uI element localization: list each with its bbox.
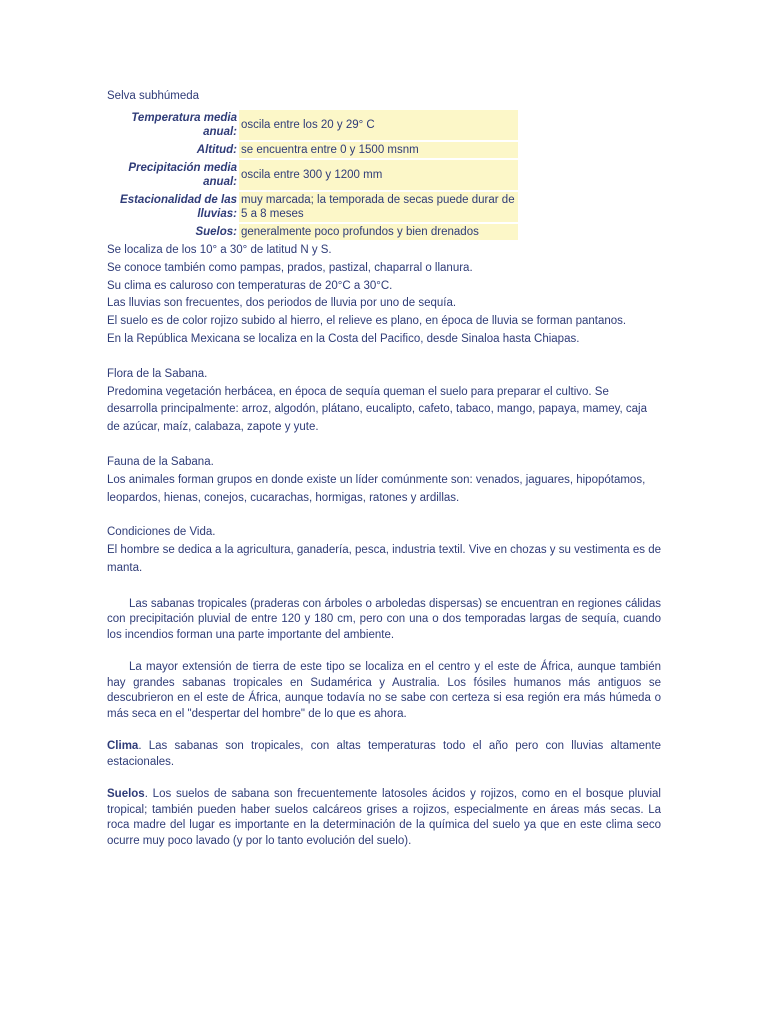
section-heading: Fauna de la Sabana. <box>107 455 214 468</box>
summary-line: Se conoce también como pampas, prados, pastizal, chaparral o llanura. <box>107 261 473 274</box>
paragraph-clima <box>107 739 661 770</box>
paragraph-africa: La mayor extensión de tierra de este tipo se localiza en el centro y el este de África, aunque también hay grandes sabanas tropicales en Sudamérica y Australia. Los fósiles humanos más antiguos se descubrieron en el este de África, aunque todavía no se sabe con certeza si esa región era más húmeda o más seca en el "despertar del hombre" de lo que es ahora. <box>107 661 661 720</box>
summary-lines <box>107 242 661 349</box>
table-value: generalmente poco profundos y bien drenados <box>239 224 518 240</box>
table-value: se encuentra entre 0 y 1500 msnm <box>239 142 518 158</box>
living-conditions-section <box>107 524 661 577</box>
term-suelos: Suelos <box>107 788 145 801</box>
table-row <box>107 142 518 158</box>
table-row <box>107 110 518 140</box>
suelos-text: . Los suelos de sabana son frecuentemente latosoles ácidos y rojizos, como en el bosque pluvial tropical; también pueden haber suelos calcáreos grises a rojizos, especialmente en áreas más secas. La roca madre del lugar es importante en la determinación de la química del suelo ya que en este clima seco ocurre muy poco lavado (y por lo tanto evolución del suelo). <box>107 788 661 847</box>
clima-text: . Las sabanas son tropicales, con altas temperaturas todo el año pero con lluvias altamente estacionales. <box>107 740 661 768</box>
summary-line: Su clima es caluroso con temperaturas de 20°C a 30°C. <box>107 279 393 292</box>
summary-line: Se localiza de los 10° a 30° de latitud N y S. <box>107 244 332 256</box>
table-value: muy marcada; la temporada de secas puede durar de 5 a 8 meses <box>239 192 518 222</box>
table-row <box>107 192 518 222</box>
page-title: Selva subhúmeda <box>107 90 200 102</box>
table-row <box>107 224 518 240</box>
summary-line: En la República Mexicana se localiza en la Costa del Pacifico, desde Sinaloa hasta Chiapas. <box>107 332 580 345</box>
table-label: Altitud: <box>196 144 237 156</box>
section-heading: Flora de la Sabana. <box>107 367 208 380</box>
climate-table <box>107 108 518 242</box>
fauna-section <box>107 454 661 507</box>
document-page <box>107 88 661 849</box>
table-label: Estacionalidad de las lluvias: <box>120 194 237 220</box>
summary-line: Las lluvias son frecuentes, dos periodos de lluvia por uno de sequía. <box>107 297 457 310</box>
table-row <box>107 160 518 190</box>
table-value: oscila entre los 20 y 29° C <box>239 110 518 140</box>
term-clima: Clima <box>107 740 139 753</box>
table-label: Temperatura media anual: <box>131 112 237 138</box>
section-text: El hombre se dedica a la agricultura, ganadería, pesca, industria textil. Vive en chozas y su vestimenta es de manta. <box>107 544 662 574</box>
paragraph-suelos <box>107 787 661 849</box>
section-text: Predomina vegetación herbácea, en época de sequía queman el suelo para preparar el cultivo. Se desarrolla principalmente: arroz, algodón, plátano, eucalipto, cafeto, tabaco, mango, papaya, mamey, caja de azúcar, maíz, calabaza, zapote y yute. <box>107 385 647 434</box>
table-value: oscila entre 300 y 1200 mm <box>239 160 518 190</box>
section-heading: Condiciones de Vida. <box>107 526 216 539</box>
table-label: Suelos: <box>195 226 237 238</box>
summary-line: El suelo es de color rojizo subido al hierro, el relieve es plano, en época de lluvia se forman pantanos. <box>107 315 627 328</box>
table-label: Precipitación media anual: <box>128 162 237 188</box>
section-text: Los animales forman grupos en donde existe un líder comúnmente son: venados, jaguares, hipopótamos, leopardos, hienas, conejos, cucarachas, hormigas, ratones y ardillas. <box>107 473 646 504</box>
paragraph-tropical-savannas: Las sabanas tropicales (praderas con árboles o arboledas dispersas) se encuentran en regiones cálidas con precipitación pluvial de entre 120 y 180 cm, pero con una o dos temporadas largas de sequía, cuando los incendios forman una parte importante del ambiente. <box>107 597 661 641</box>
flora-section <box>107 366 661 437</box>
